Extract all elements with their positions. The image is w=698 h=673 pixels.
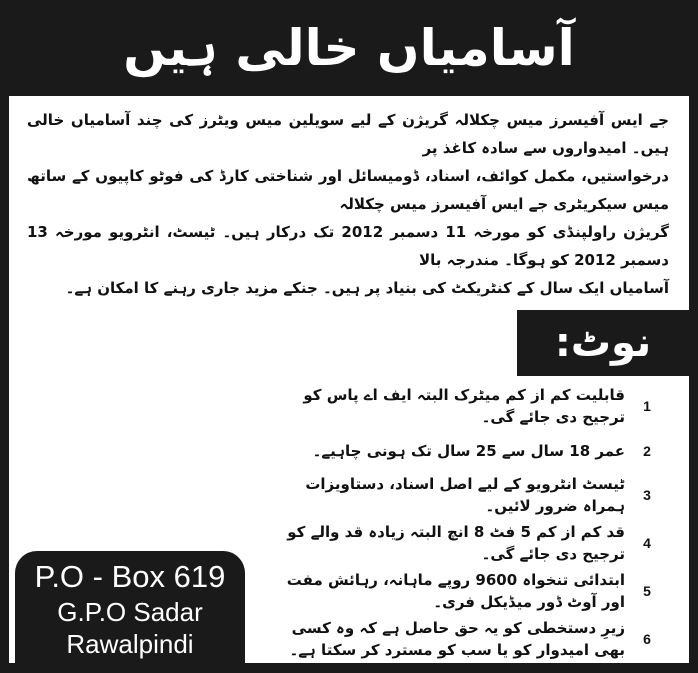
item-number: 6 xyxy=(643,631,651,647)
list-item xyxy=(259,382,669,430)
item-text: قد کم از کم 5 فٹ 8 انچ البتہ زیادہ قد والے کو ترجیح دی جائے گی۔ xyxy=(287,523,625,563)
paragraph-line: آسامیاں ایک سال کے کنٹریکٹ کی بنیاد پر ہیں۔ جنکے مزید جاری رہنے کا امکان ہے۔ xyxy=(65,279,669,297)
po-box-office: G.P.O Sadar xyxy=(57,597,203,627)
po-box-address xyxy=(15,551,245,663)
paragraph-line: جے ایس آفیسرز میس چکلالہ گریژن کے لیے سویلین میس ویٹرز کی چند آسامیاں خالی ہیں۔ امیدواروں سے سادہ کاغذ پر xyxy=(27,111,669,157)
note-row xyxy=(9,310,689,376)
ad-title: آسامیاں خالی ہیں xyxy=(123,18,575,77)
item-text: ٹیسٹ انٹرویو کے لیے اصل اسناد، دستاویزات ہمراہ ضرور لائیں۔ xyxy=(305,475,625,515)
po-box-number: P.O - Box 619 xyxy=(34,559,226,594)
paragraph-line: درخواستیں، مکمل کوائف، اسناد، ڈومیسائل اور شناختی کارڈ کی فوٹو کاپیوں کے ساتھ میس سیکریٹری جے ایس آفیسرز میس چکلالہ xyxy=(27,167,669,213)
list-item xyxy=(259,430,669,471)
item-number: 4 xyxy=(643,535,651,551)
bottom-section xyxy=(9,376,689,663)
item-number: 1 xyxy=(643,398,651,414)
ad-body xyxy=(9,96,689,663)
item-text: قابلیت کم از کم میٹرک البتہ ایف اے پاس کو ترجیح دی جائے گی۔ xyxy=(303,386,625,426)
item-text: ابتدائی تنخواہ 9600 روپے ماہانہ، رہائش مفت اور آوٹ ڈور میڈیکل فری۔ xyxy=(286,571,625,611)
item-number: 5 xyxy=(643,583,651,599)
item-text: زیرِ دستخطی کو یہ حق حاصل ہے کہ وہ کسی بھی امیدوار کو یا سب کو مسترد کر سکتا ہے۔ xyxy=(289,619,625,659)
list-item xyxy=(259,615,669,663)
list-item xyxy=(259,519,669,567)
item-number: 3 xyxy=(643,487,651,503)
list-item xyxy=(259,471,669,519)
note-heading: نوٹ: xyxy=(517,310,689,376)
item-number: 2 xyxy=(643,442,651,459)
po-box-city: Rawalpindi xyxy=(66,629,194,659)
item-text: عمر 18 سال سے 25 سال تک ہونی چاہیے۔ xyxy=(312,441,625,460)
ad-paragraph xyxy=(9,96,689,306)
paragraph-line: گریژن راولپنڈی کو مورخہ 11 دسمبر 2012 تک درکار ہیں۔ ٹیسٹ، انٹرویو مورخہ 13 دسمبر 2012 کو ہوگا۔ مندرجہ بالا xyxy=(27,223,670,269)
notes-list xyxy=(259,382,669,663)
list-item xyxy=(259,567,669,615)
